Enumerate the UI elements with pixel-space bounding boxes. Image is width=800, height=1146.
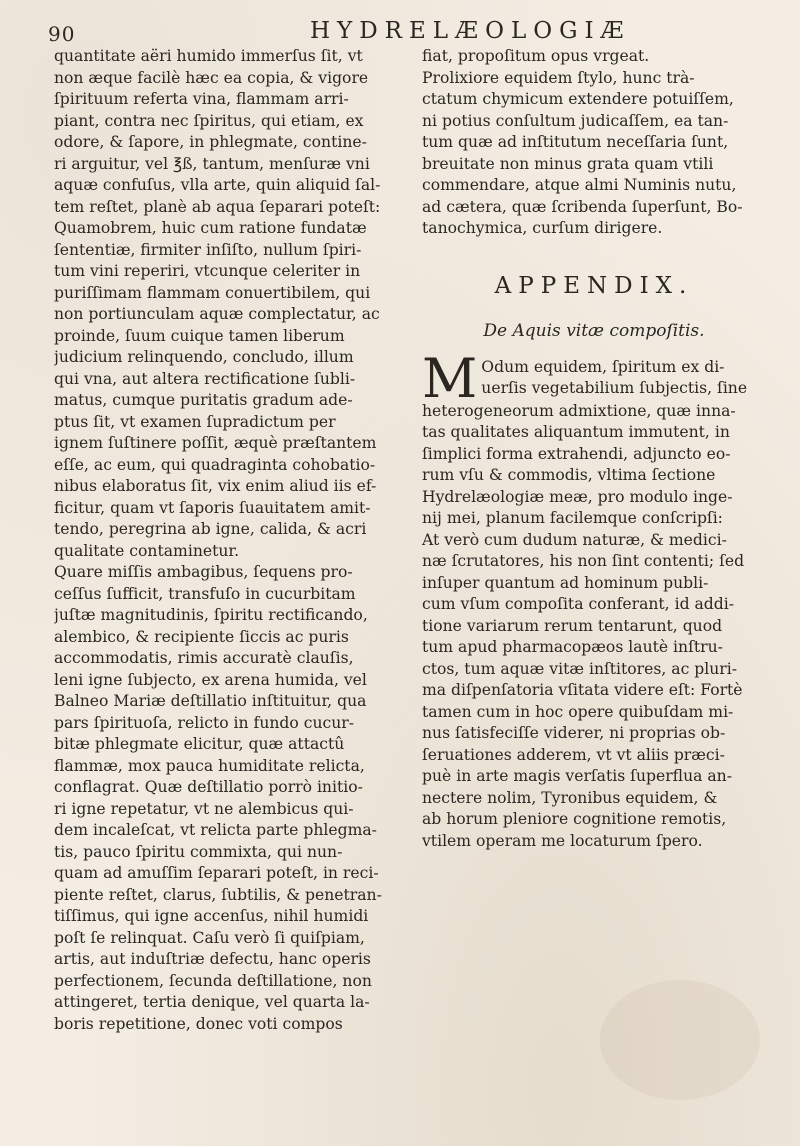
text-line: ma diſpenſatoria vſitata videre eſt: Fortè [422,681,743,699]
text-line: breuitate non minus grata quam vtili [422,154,714,173]
text-line: tas qualitates aliquantum immutent, in [422,423,730,441]
text-line: non æque facilè hæc ea copia, & vigore [54,68,369,87]
paper-stain [600,980,760,1100]
text-line: tione variarum rerum tentarunt, quod [422,616,723,635]
text-line: accommodatis, rimis accuratè clauſis, [54,649,354,667]
text-line: bitæ phlegmate elicitur, quæ attactû [54,735,345,753]
text-line: qualitate contaminetur. [54,541,240,560]
text-line: attingeret, tertia denique, vel quarta la- [54,993,370,1011]
right-column [422,46,766,852]
text-line: tendo, peregrina ab igne, calida, & acri [54,520,367,538]
text-line: fiat, propoſitum opus vrgeat. [422,47,650,65]
text-line: tem reſtet, planè ab aqua ſeparari poteſt: [54,197,381,216]
text-line: ri igne repetatur, vt ne alembicus qui- [54,799,354,818]
text-line: dem incaleſcat, vt relicta parte phlegma- [54,821,377,839]
text-line: commendare, atque almi Numinis nutu, [422,176,737,194]
text-line: Quare miſſis ambagibus, ſequens pro- [54,563,353,581]
text-line: uerſis vegetabilium ſubjectis, ſine [481,379,748,397]
text-line: odore, & ſapore, in phlegmate, contine- [54,133,367,151]
text-line: non portiunculam aquæ complectatur, ac [54,305,380,323]
text-line: flammæ, mox pauca humiditate relicta, [54,756,365,775]
appendix-title: APPENDIX. [494,272,694,299]
text-line: ſpirituum referta vina, flammam arri- [54,90,349,108]
text-line: boris repetitione, donec voti compos [54,1014,343,1033]
text-line: Quamobrem, huic cum ratione fundatæ [54,219,367,237]
right-column-top-text [422,46,766,240]
text-line: poſt ſe relinquat. Caſu verò ſi quiſpiam, [54,928,365,947]
text-line: piant, contra nec ſpiritus, qui etiam, ex [54,111,364,130]
text-line: puè in arte magis verſatis ſuperflua an- [422,767,732,785]
text-line: perfectionem, ſecunda deſtillatione, non [54,971,372,990]
text-line: inſuper quantum ad hominum publi- [422,573,709,592]
left-column [54,46,404,1035]
text-line: ptus ſit, vt examen ſupradictum per [54,412,336,431]
text-line: proinde, ſuum cuique tamen liberum [54,326,345,345]
text-line: tamen cum in hoc opere quibuſdam mi- [422,702,734,721]
text-line: tis, pauco ſpiritu commixta, qui nun- [54,842,343,861]
text-line: ficitur, quam vt ſaporis ſuauitatem amit- [54,498,371,517]
text-line: quantitate aëri humido immerſus ſit, vt [54,47,363,65]
text-line: ctatum chymicum extendere potuiſſem, [422,90,734,108]
text-line: ceſſus ſufficit, transfuſo in cucurbitam [54,584,356,603]
text-line: judicium relinquendo, concludo, illum [54,348,354,366]
appendix-subtitle: De Aquis vitæ compoſitis. [483,321,705,341]
text-line: tum quæ ad inſtitutum neceſſaria ſunt, [422,133,729,151]
text-line: ab horum pleniore cognitione remotis, [422,810,727,828]
text-line: vtilem operam me locaturum ſpero. [422,831,703,850]
text-line: eſſe, ac eum, qui quadraginta cohobatio- [54,455,376,474]
text-line: ri arguitur, vel ℥ß, tantum, menſuræ vni [54,154,370,173]
text-line: rum vſu & commodis, vltima ſectione [422,466,716,484]
text-line: ſeruationes adderem, vt vt aliis præci- [422,745,725,764]
text-line: piente reſtet, clarus, ſubtilis, & penetran- [54,885,382,904]
text-line: matus, cumque puritatis gradum ade- [54,391,353,409]
text-line: Odum equidem, ſpiritum ex di- [481,357,725,376]
text-line: tanochymica, curſum dirigere. [422,219,663,237]
running-head: HYDRELÆOLOGIÆ [310,18,631,44]
text-line: ſimplici forma extrahendi, adjuncto eo- [422,444,731,463]
text-line: ignem ſuſtinere poſſit, æquè præſtantem [54,434,377,452]
text-line: artis, aut induſtriæ defectu, hanc operis [54,950,371,968]
text-line: ſententiæ, firmiter inſiſto, nullum ſpiri- [54,240,362,259]
text-line: pars ſpirituoſa, relicto in fundo cucur- [54,713,355,732]
drop-cap: M [422,346,478,410]
text-line: næ ſcrutatores, his non ſint contenti; ſed [422,552,745,570]
text-line: cum vſum compoſita conferant, id addi- [422,595,735,613]
text-line: juſtæ magnitudinis, ſpiritu rectificando, [54,606,368,624]
appendix-first-paragraph [422,346,766,853]
text-line: tiſſimus, qui igne accenſus, nihil humidi [54,907,369,925]
text-line: heterogeneorum admixtione, quæ inna- [422,401,736,420]
text-line: qui vna, aut altera rectificatione ſubli- [54,369,356,388]
text-line: ctos, tum aquæ vitæ inſtitores, ac pluri- [422,659,737,678]
text-line: tum apud pharmacopæos lautè inſtru- [422,638,723,656]
text-line: nectere nolim, Tyronibus equidem, & [422,788,718,807]
text-line: nij mei, planum facilemque conſcripſi: [422,509,723,527]
text-line: nus ſatisfeciſſe viderer, ni proprias ob- [422,724,726,742]
text-line: ni potius conſultum judicaſſem, ea tan- [422,111,729,130]
text-line: leni igne ſubjecto, ex arena humida, vel [54,670,367,689]
text-line: puriſſimam flammam conuertibilem, qui [54,283,371,302]
text-line: ad cætera, quæ ſcribenda ſuperſunt, Bo- [422,197,743,216]
text-line: At verò cum dudum naturæ, & medici- [422,530,727,549]
text-line: alembico, & recipiente ſiccis ac puris [54,627,349,646]
text-line: Balneo Mariæ deſtillatio inſtituitur, qua [54,692,367,710]
appendix-body-text [422,401,766,853]
text-line: Prolixiore equidem ſtylo, hunc trà- [422,68,695,87]
text-line: conflagrat. Quæ deſtillatio porrò initio- [54,778,363,796]
text-line: tum vini reperiri, vtcunque celeriter in [54,262,361,280]
text-line: aquæ confuſus, vlla arte, quin aliquid ſal- [54,176,381,194]
text-line: quam ad amuſſim ſeparari poteſt, in reci- [54,864,379,882]
text-line: Hydrelæologiæ meæ, pro modulo inge- [422,487,733,506]
page-number: 90 [48,22,76,46]
text-line: nibus elaboratus ſit, vix enim aliud iis ef- [54,477,377,495]
